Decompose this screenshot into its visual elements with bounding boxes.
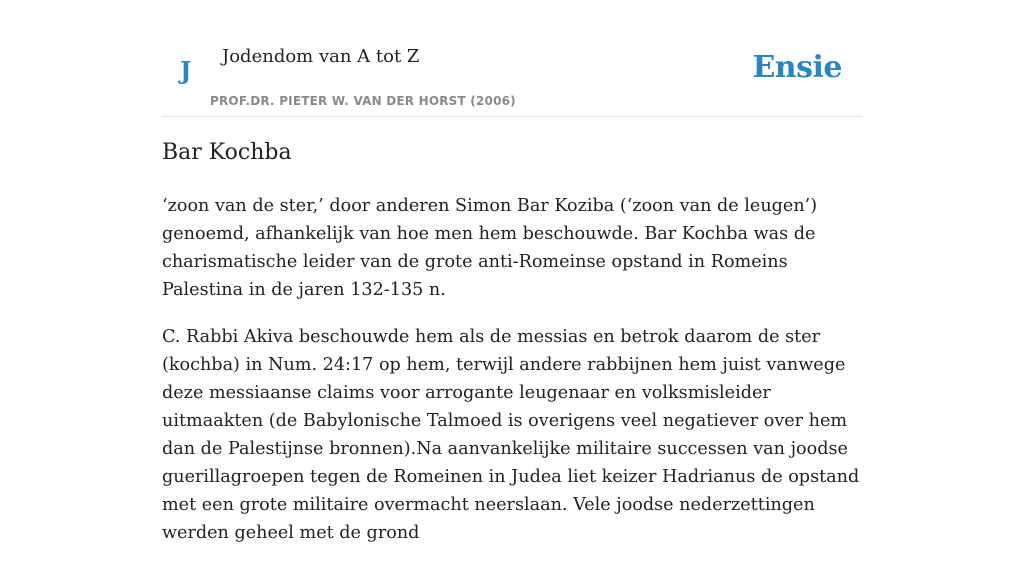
article-paragraph: ‘zoon van de ster,’ door anderen Simon Bar Koziba (‘zoon van de leugen’) genoemd, afhankelijk van hoe men hem beschouwde. Bar Kochba was de charismatische leider van de grote anti-Romeinse opstand in Romeins Palestina in de jaren 132-135 n. [162, 196, 818, 300]
article-title: Bar Kochba [162, 140, 292, 165]
article-body [162, 192, 862, 566]
article-paragraph: C. Rabbi Akiva beschouwde hem als de messias en betrok daarom de ster (kochba) in Num. 24:17 op hem, terwijl andere rabbijnen hem juist vanwege deze messiaanse claims voor arrogante leugenaar en volksmisleider uitmaakten (de Babylonische Talmoed is overigens veel negatiever over hem dan de Palestijnse bronnen).Na aanvankelijke militaire successen van joodse guerillagroepen tegen de Romeinen in Judea liet keizer Hadrianus de opstand met een grote militaire overmacht neerslaan. Vele joodse nederzettingen werden geheel met de grond [162, 327, 860, 543]
book-initial-logo: J [180, 56, 192, 85]
brand-logo-link[interactable]: Ensie [752, 50, 842, 85]
book-author: PROF.DR. PIETER W. VAN DER HORST (2006) [210, 94, 516, 108]
page-header [162, 0, 862, 117]
book-title-link[interactable]: Jodendom van A tot Z [222, 46, 420, 67]
